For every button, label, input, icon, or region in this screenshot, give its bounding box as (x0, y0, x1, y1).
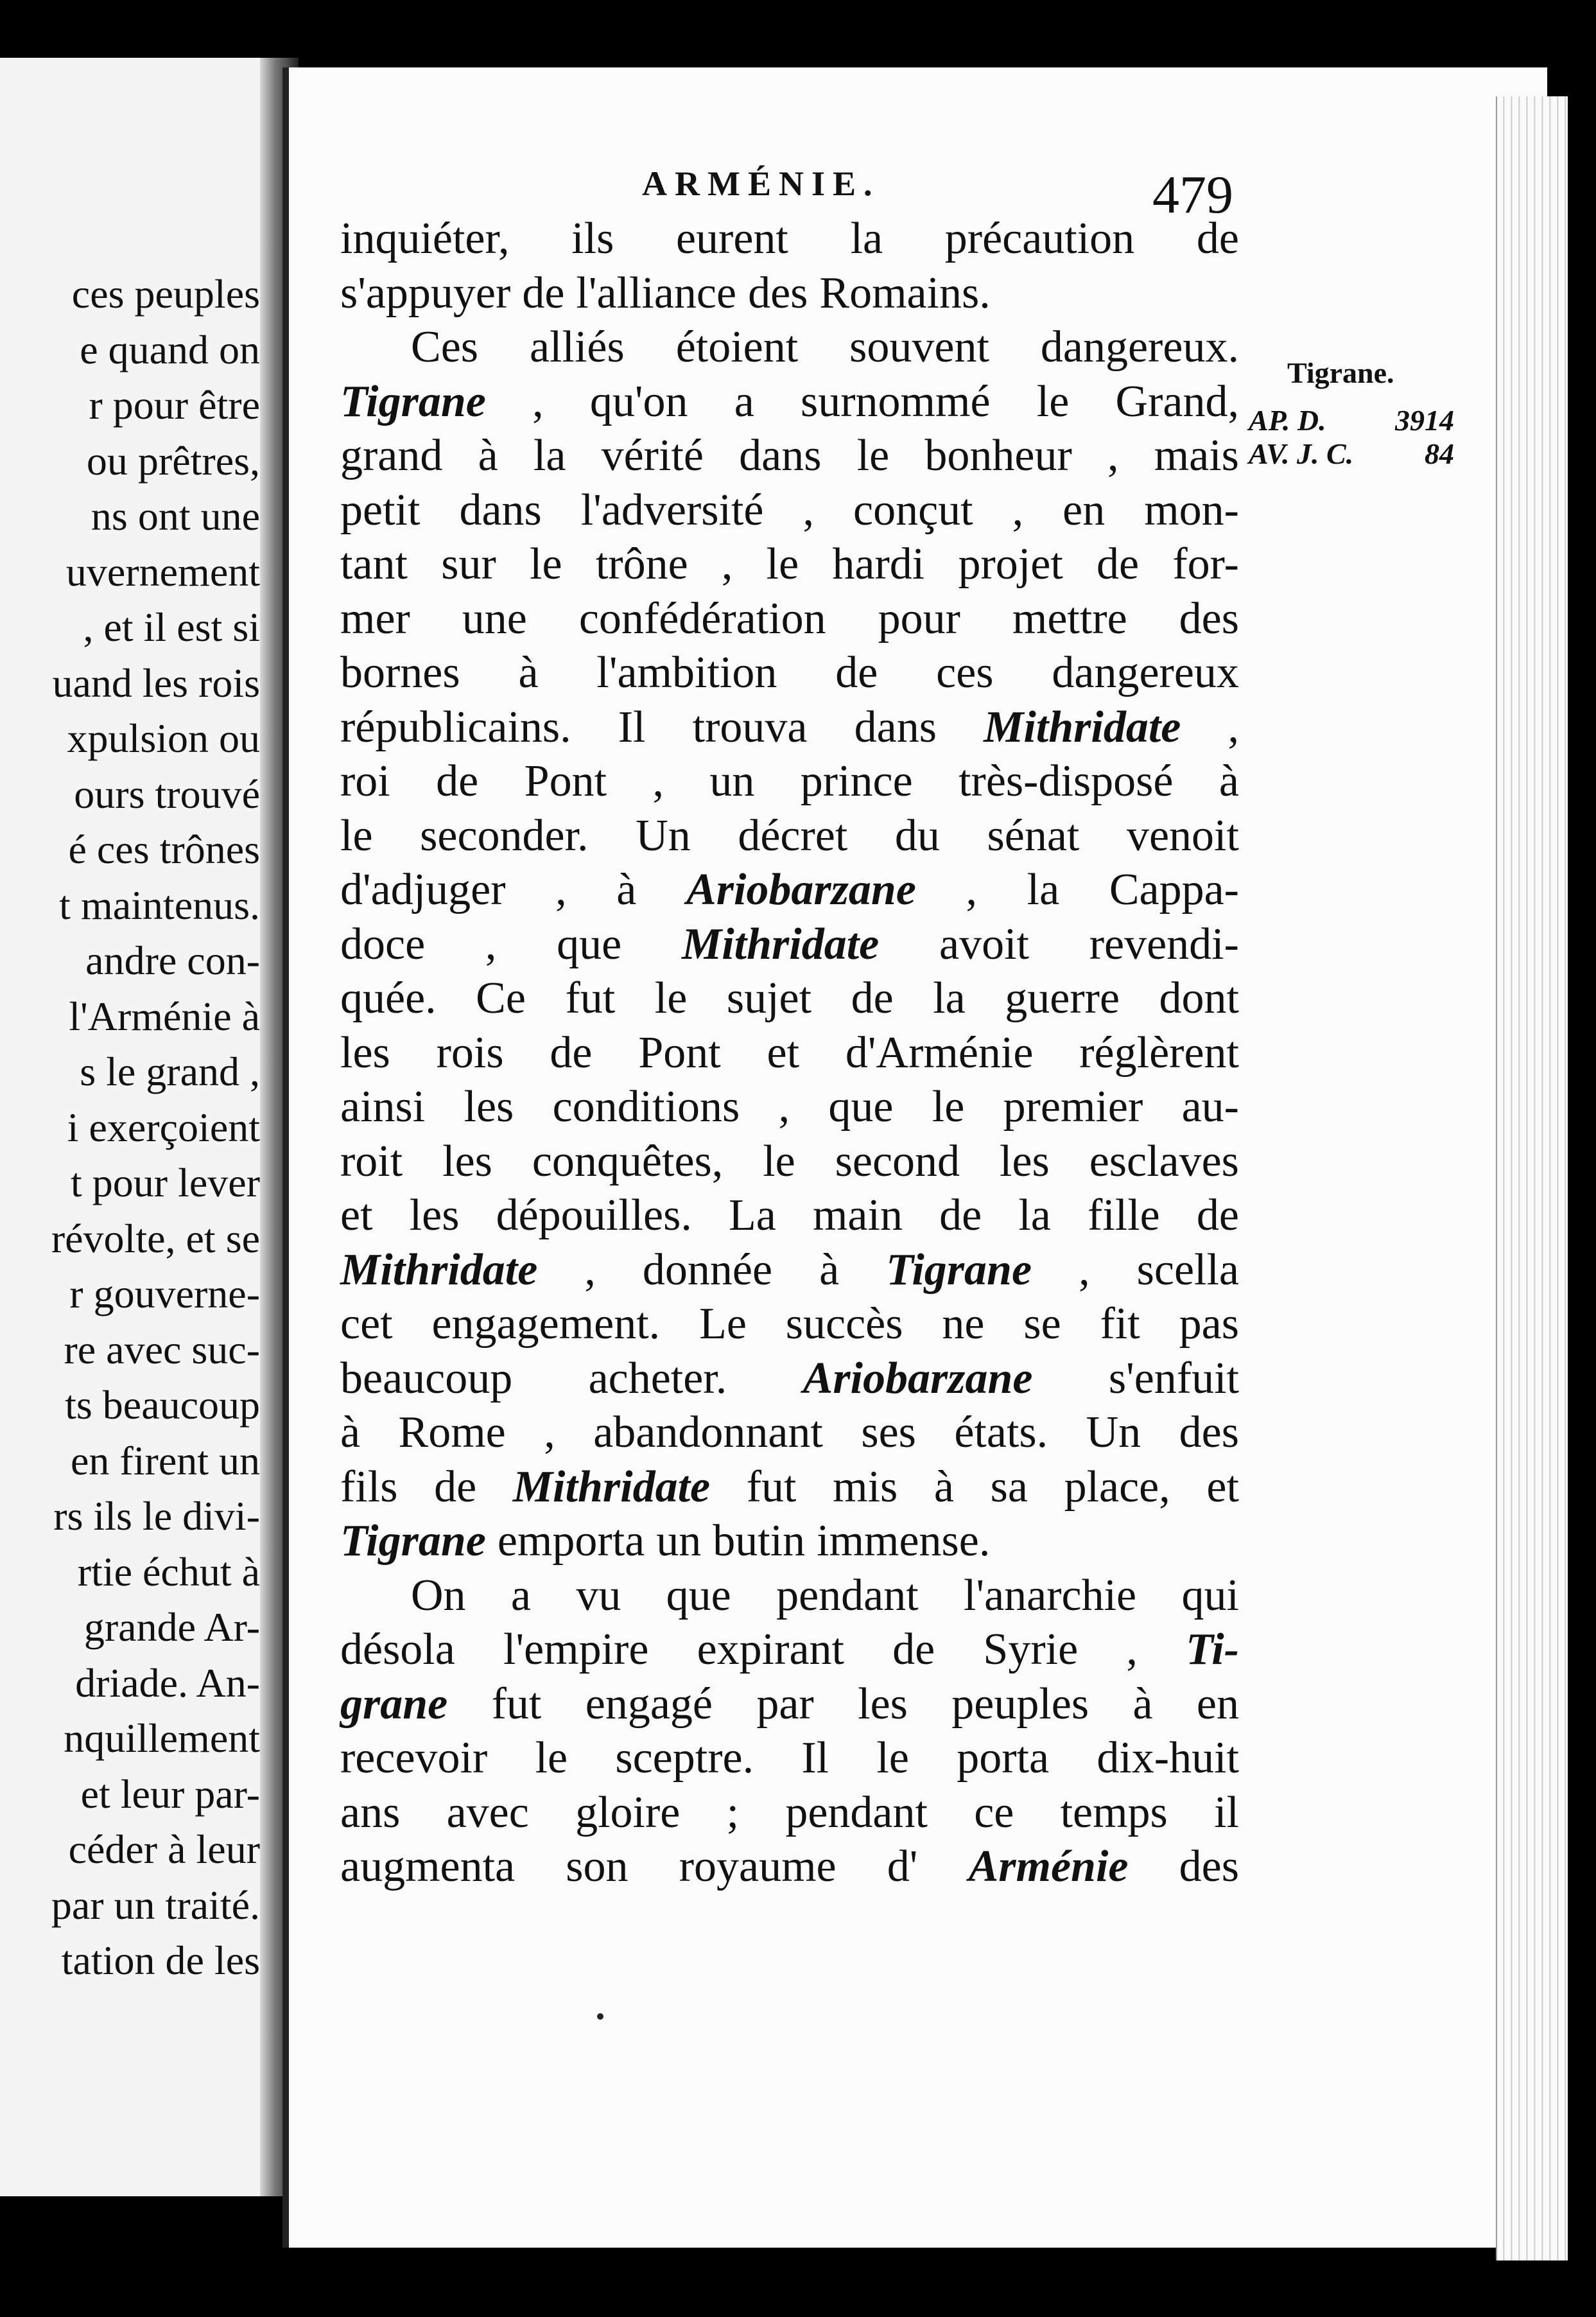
word: un (656, 1516, 702, 1566)
word: Ce (476, 974, 526, 1023)
word: Le (699, 1299, 747, 1349)
italic-word: grane (340, 1679, 448, 1729)
word: butin (713, 1516, 806, 1566)
word: seconder. (420, 810, 589, 861)
text-line (340, 1786, 1239, 1840)
italic-word: Ariobarzane (686, 865, 916, 914)
word: d'Arménie (845, 1027, 1034, 1078)
word: confédération (578, 593, 826, 643)
word: , (1012, 485, 1024, 535)
word: à (819, 1245, 840, 1295)
word: revendi- (1089, 919, 1239, 969)
word: des (748, 268, 808, 318)
text-line (340, 1569, 1239, 1623)
word: les (409, 1191, 460, 1240)
left-page-line: l'Arménie à (69, 993, 260, 1039)
word: conquêtes, (532, 1136, 724, 1186)
word: pour (878, 593, 960, 643)
left-page-line: par un traité. (51, 1882, 260, 1928)
word: projet (958, 539, 1063, 589)
text-line (340, 1189, 1239, 1243)
margin-note-era: AV. J. C. (1249, 437, 1354, 470)
word: précaution (944, 214, 1135, 263)
word: surnommé (801, 376, 991, 426)
word: royaume (679, 1842, 837, 1891)
italic-word: Mithridate (681, 919, 880, 969)
word: second (835, 1136, 960, 1186)
text-line (340, 863, 1239, 918)
word: à (616, 865, 637, 914)
word: ces (936, 648, 994, 697)
word: la (933, 974, 966, 1023)
word: fut (746, 1462, 797, 1512)
word: le (340, 810, 373, 861)
word: l'adversité (580, 485, 764, 535)
body-text (340, 212, 1239, 1894)
word: dépouilles. (496, 1191, 692, 1240)
word: une (462, 593, 527, 643)
word: quée. (340, 974, 437, 1023)
text-line (340, 484, 1239, 538)
word: républicains. (340, 702, 571, 752)
text-line (340, 1460, 1239, 1515)
margin-note (1249, 356, 1454, 471)
italic-word: Tigrane (340, 376, 486, 426)
word: ; (726, 1787, 740, 1837)
word: très-disposé (958, 756, 1174, 806)
word: ils (571, 214, 614, 263)
left-page-line: t maintenus. (59, 882, 260, 928)
word: un (709, 756, 755, 806)
text-line (340, 1135, 1239, 1189)
word: se (1023, 1299, 1061, 1349)
word: fille (1088, 1191, 1160, 1240)
word: souvent (849, 322, 989, 372)
word: le (535, 1733, 568, 1783)
word: scella (1136, 1245, 1239, 1295)
word: roit (340, 1136, 403, 1186)
word: beaucoup (340, 1353, 513, 1403)
word: roi (340, 756, 390, 806)
text-line (340, 592, 1239, 647)
word: vu (576, 1570, 621, 1620)
word: la (1027, 865, 1060, 914)
word: , (1107, 431, 1119, 480)
word: petit (340, 485, 421, 535)
margin-note-era: AP. D. (1249, 404, 1326, 437)
word: Romains. (819, 268, 991, 318)
word: qu'on (589, 376, 688, 426)
text-line (340, 1243, 1239, 1298)
text-line (340, 646, 1239, 701)
italic-word: Arménie (968, 1842, 1129, 1891)
margin-note-year: 84 (1425, 437, 1454, 470)
word: Rome (398, 1408, 506, 1457)
text-line (340, 1406, 1239, 1460)
word: a (510, 1570, 531, 1620)
text-line (340, 212, 1239, 267)
word: la (1018, 1191, 1051, 1240)
left-page-line: ou prêtres, (86, 437, 260, 484)
word: désola (340, 1625, 455, 1674)
word: esclaves (1089, 1136, 1239, 1186)
word: à (478, 431, 498, 480)
word: , (802, 485, 814, 535)
word: de (851, 974, 894, 1023)
word: , (584, 1245, 596, 1295)
text-line (340, 1731, 1239, 1786)
text-line (340, 1840, 1239, 1894)
left-page-line: xpulsion ou (67, 715, 260, 761)
word: les (442, 1136, 492, 1186)
word: en (1196, 1679, 1239, 1729)
text-line (340, 1297, 1239, 1352)
text-line (340, 1623, 1239, 1677)
left-page-line: révolte, et se (51, 1215, 260, 1261)
word: de (1196, 1191, 1239, 1240)
word: Un (636, 810, 691, 861)
left-page-line: rs ils le divi- (53, 1493, 260, 1539)
word: dangereux. (1040, 322, 1239, 372)
word: Un (1086, 1408, 1141, 1457)
word: tant (340, 539, 408, 589)
word: Syrie (983, 1625, 1079, 1674)
word: du (894, 810, 940, 861)
word: de (522, 268, 565, 318)
word: sceptre. (615, 1733, 754, 1783)
word: hardi (832, 539, 925, 589)
ink-speck (597, 2013, 603, 2020)
word: dont (1159, 974, 1239, 1023)
word: que (666, 1570, 731, 1620)
word: a (734, 376, 754, 426)
word: décret (738, 810, 848, 861)
word: s'appuyer (340, 268, 511, 318)
word: étoient (675, 322, 799, 372)
word: dans (854, 702, 937, 752)
word: ses (861, 1408, 916, 1457)
word: le (766, 539, 799, 589)
word: cet (340, 1299, 393, 1349)
word: , (966, 865, 978, 914)
word: l'ambition (596, 648, 777, 697)
word: la (533, 431, 566, 480)
word: il (1214, 1787, 1239, 1837)
italic-word: Mithridate (984, 702, 1181, 752)
word: qui (1181, 1570, 1239, 1620)
word: s'enfuit (1108, 1353, 1239, 1403)
word: pendant (776, 1570, 919, 1620)
word: dans (459, 485, 542, 535)
italic-word: Mithridate (512, 1462, 711, 1512)
left-page-line: uand les rois (52, 660, 260, 706)
word: des (1179, 593, 1239, 643)
word: mettre (1012, 593, 1127, 643)
left-page-line: r gouverne- (69, 1271, 260, 1316)
word: , (532, 376, 544, 426)
word: vérité (601, 431, 704, 480)
word: le (654, 974, 688, 1023)
left-page-text (51, 267, 260, 1989)
word: de (434, 1462, 477, 1512)
left-page-line: i exerçoient (67, 1104, 260, 1150)
left-page-line: s le grand , (80, 1049, 260, 1094)
word: les (858, 1679, 908, 1729)
word: mis (833, 1462, 898, 1512)
text-line (340, 1026, 1239, 1081)
left-page-line: , et il est si (83, 604, 260, 650)
word: sénat (987, 810, 1080, 861)
italic-word: Mithridate (340, 1245, 538, 1295)
word: que (828, 1082, 894, 1132)
word: en (1063, 485, 1106, 535)
word: à (1132, 1679, 1153, 1729)
word: engagement. (431, 1299, 661, 1349)
word: le (856, 431, 890, 480)
left-page-line: r pour être (89, 382, 260, 428)
left-page-line: ts beaucoup (65, 1382, 260, 1428)
word: de (550, 1027, 593, 1078)
word: trouva (692, 702, 808, 752)
word: le (530, 539, 562, 589)
word: l'empire (503, 1625, 649, 1674)
word: , (778, 1082, 790, 1132)
word: mer (340, 593, 410, 643)
word: réglèrent (1079, 1027, 1239, 1078)
left-page-line: ns ont une (91, 493, 260, 539)
word: bonheur (924, 431, 1072, 480)
margin-note-row (1249, 437, 1454, 471)
word: à (518, 648, 539, 697)
word: recevoir (340, 1733, 488, 1783)
margin-note-title: Tigrane. (1287, 356, 1394, 389)
italic-word: Ariobarzane (802, 1353, 1033, 1403)
word: , (555, 865, 567, 914)
italic-word: Ti- (1186, 1625, 1239, 1674)
page-fore-edge (1496, 96, 1568, 2260)
word: ce (974, 1787, 1014, 1837)
word: Il (801, 1733, 829, 1783)
word: conçut (853, 485, 973, 535)
left-page-line: rtie échut à (77, 1548, 260, 1595)
word: , (544, 1408, 555, 1457)
word: abandonnant (593, 1408, 823, 1457)
word: de (1196, 214, 1239, 263)
word: temps (1060, 1787, 1168, 1837)
text-line (340, 1080, 1239, 1135)
word: les (340, 1027, 390, 1078)
word: ne (942, 1299, 985, 1349)
word: le (932, 1082, 965, 1132)
text-line (340, 429, 1239, 484)
word: et (767, 1027, 800, 1078)
word: Pont (638, 1027, 721, 1078)
word: les (1000, 1136, 1050, 1186)
word: , (1227, 702, 1239, 752)
word: engagé (585, 1679, 713, 1729)
word: avec (446, 1787, 529, 1837)
word: d'adjuger (340, 865, 506, 914)
word: , (652, 756, 664, 806)
word: Ces (411, 322, 478, 372)
word: des (1179, 1842, 1239, 1891)
word: expirant (697, 1625, 844, 1674)
text-line (340, 701, 1239, 755)
word: for- (1172, 539, 1239, 589)
word: mon- (1144, 485, 1239, 535)
left-page-line: et leur par- (80, 1771, 260, 1817)
word: de (939, 1191, 982, 1240)
word: à (1219, 756, 1239, 806)
word: ans (340, 1787, 401, 1837)
word: de (892, 1625, 935, 1674)
margin-note-row (1249, 404, 1454, 437)
word: doce (340, 919, 426, 969)
word: au- (1181, 1082, 1239, 1132)
word: trône (595, 539, 688, 589)
word: bornes (340, 648, 460, 697)
word: la (850, 214, 883, 263)
italic-word: Tigrane (340, 1516, 486, 1566)
left-page-line: é ces trônes (68, 826, 260, 872)
word: le (876, 1733, 909, 1783)
text-line (340, 972, 1239, 1026)
word: venoit (1126, 810, 1239, 861)
word: alliés (529, 322, 625, 372)
word: donnée (642, 1245, 773, 1295)
word: le (763, 1136, 795, 1186)
word: son (566, 1842, 629, 1891)
word: fils (340, 1462, 398, 1512)
left-page (0, 58, 286, 2196)
word: premier (1003, 1082, 1143, 1132)
word: des (1179, 1408, 1239, 1457)
word: , (1126, 1625, 1138, 1674)
word: d' (887, 1842, 918, 1891)
word: immense. (817, 1516, 991, 1566)
word: sujet (726, 974, 812, 1023)
left-page-line: t pour lever (71, 1160, 260, 1205)
word: l'anarchie (964, 1570, 1137, 1620)
word: dix-huit (1097, 1733, 1239, 1783)
word: Cappa- (1109, 865, 1239, 914)
word: mais (1154, 431, 1239, 480)
word: de (1097, 539, 1140, 589)
text-line (340, 375, 1239, 430)
word: acheter. (588, 1353, 727, 1403)
word: à (340, 1408, 361, 1457)
left-page-line: re avec suc- (64, 1326, 260, 1372)
word: à (933, 1462, 954, 1512)
left-page-line: nquillement (64, 1715, 260, 1761)
word: et (1206, 1462, 1239, 1512)
word: Il (618, 702, 646, 752)
margin-note-year: 3914 (1395, 404, 1454, 437)
word: ainsi (340, 1082, 426, 1132)
text-line (340, 755, 1239, 809)
left-page-line: grande Ar- (83, 1604, 260, 1650)
word: La (729, 1191, 776, 1240)
word: pendant (785, 1787, 928, 1837)
word: , (485, 919, 497, 969)
left-page-line: ces peuples (71, 271, 260, 317)
word: emporta (497, 1516, 645, 1566)
left-page-line: tation de les (61, 1937, 260, 1983)
left-page-line: andre con- (85, 938, 260, 983)
word: dangereux (1052, 648, 1239, 697)
word: fut (491, 1679, 542, 1729)
text-line (340, 267, 1239, 321)
running-head: ARMÉNIE. (642, 164, 880, 203)
word: et (340, 1191, 373, 1240)
text-line (340, 320, 1239, 375)
word: porta (957, 1733, 1050, 1783)
word: place, (1064, 1462, 1170, 1512)
word: eurent (675, 214, 788, 263)
text-line (340, 809, 1239, 864)
word: augmenta (340, 1842, 516, 1891)
word: de (436, 756, 479, 806)
text-line (340, 918, 1239, 972)
word: grand (340, 431, 443, 480)
word: inquiéter, (340, 214, 510, 263)
word: On (411, 1570, 466, 1620)
text-line (340, 1514, 1239, 1569)
word: l'alliance (576, 268, 737, 318)
left-page-line: e quand on (80, 326, 260, 372)
word: que (557, 919, 622, 969)
word: le (1036, 376, 1070, 426)
left-page-line: uvernement (65, 548, 260, 595)
word: gloire (575, 1787, 681, 1837)
left-page-line: en firent un (71, 1437, 260, 1483)
word: prince (800, 756, 913, 806)
word: les (464, 1082, 514, 1132)
word: peuples (951, 1679, 1089, 1729)
word: dans (739, 431, 822, 480)
left-page-line: céder à leur (68, 1826, 260, 1872)
word: sur (441, 539, 496, 589)
word: main (812, 1191, 903, 1240)
word: de (835, 648, 878, 697)
word: succès (785, 1299, 903, 1349)
word: fit (1100, 1299, 1140, 1349)
word: rois (436, 1027, 504, 1078)
text-line (340, 1677, 1239, 1732)
word: pas (1179, 1299, 1239, 1349)
word: conditions (552, 1082, 740, 1132)
word: par (756, 1679, 814, 1729)
word: Grand, (1115, 376, 1239, 426)
word: , (1079, 1245, 1090, 1295)
word: fut (565, 974, 616, 1023)
word: états. (954, 1408, 1048, 1457)
word: sa (990, 1462, 1028, 1512)
word: guerre (1005, 974, 1120, 1023)
word: Pont (524, 756, 607, 806)
italic-word: Tigrane (886, 1245, 1032, 1295)
text-line (340, 1352, 1239, 1406)
text-line (340, 538, 1239, 592)
word: avoit (939, 919, 1029, 969)
left-page-line: driade. An- (75, 1659, 260, 1706)
page-number: 479 (1152, 165, 1233, 225)
word: , (721, 539, 733, 589)
left-page-line: ours trouvé (74, 771, 260, 817)
